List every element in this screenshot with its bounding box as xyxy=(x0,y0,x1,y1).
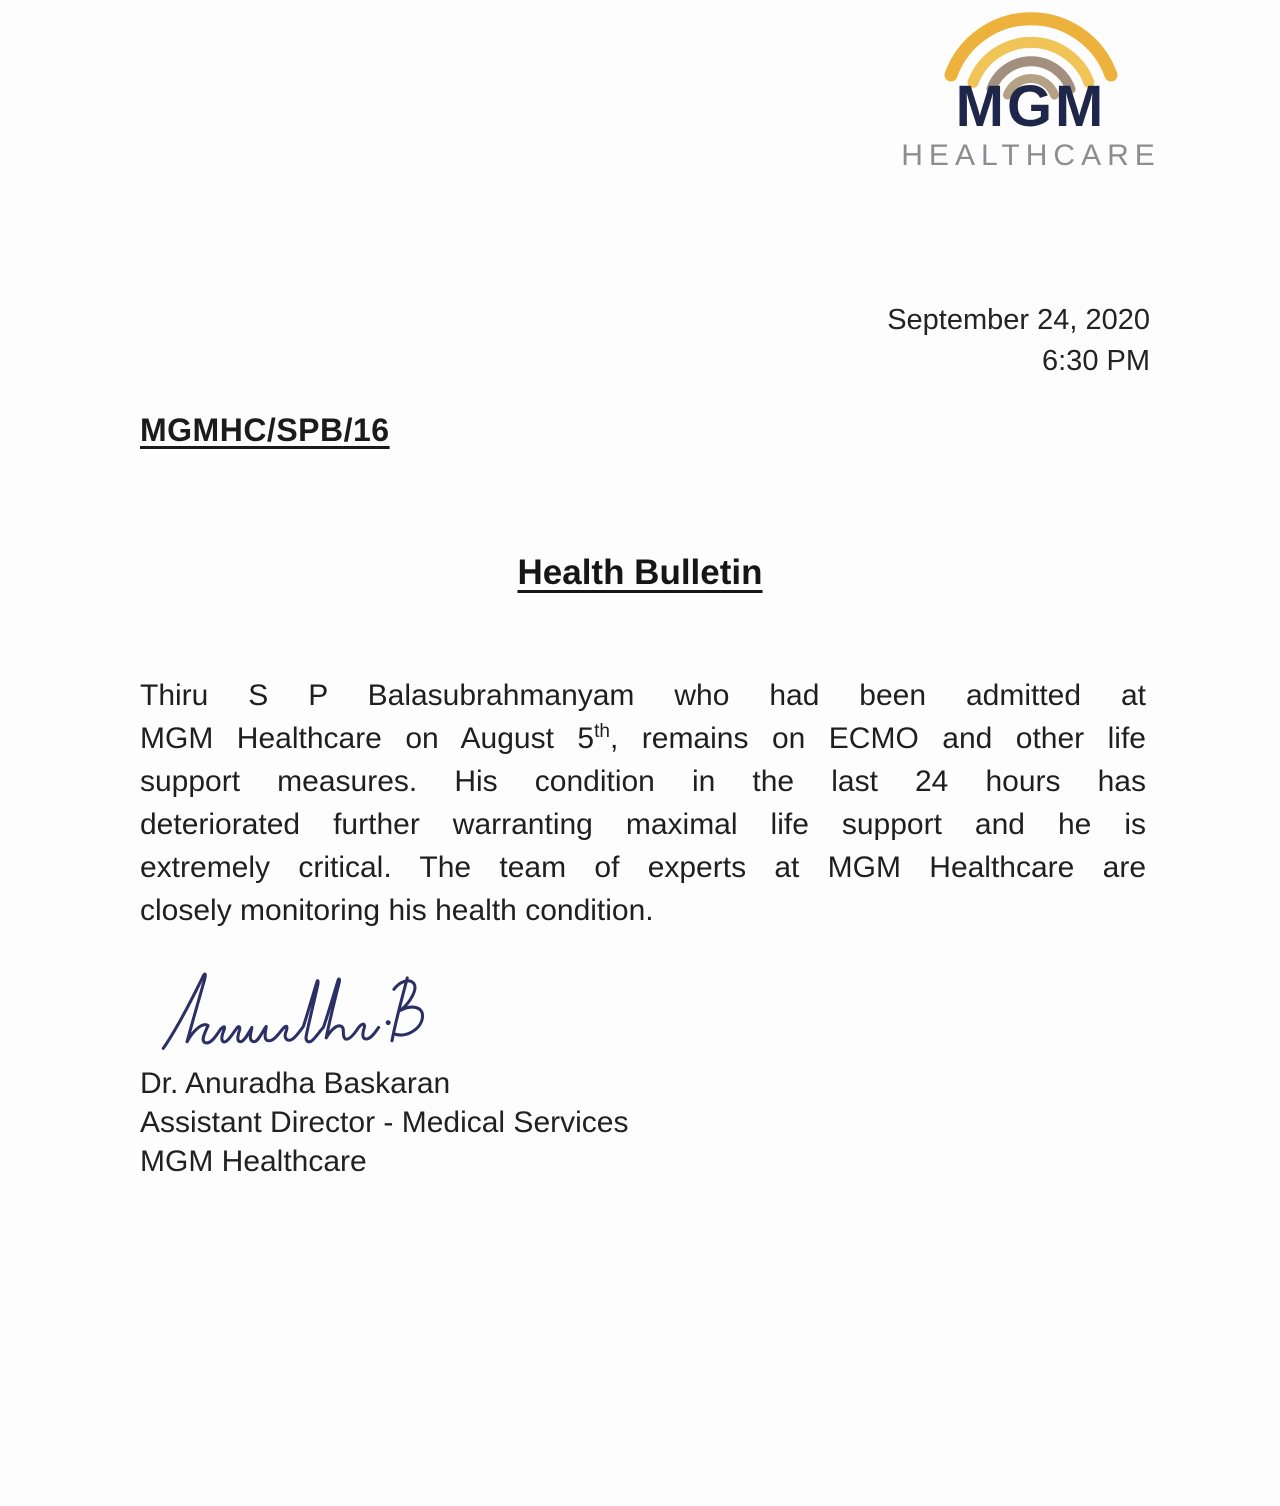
signature-image xyxy=(148,966,453,1066)
body-line: deteriorated further warranting maximal life support and he is xyxy=(140,808,1146,841)
letter-time: 6:30 PM xyxy=(1042,345,1150,377)
logo-subtitle: HEALTHCARE xyxy=(901,139,1161,172)
body-line: closely monitoring his health condition. xyxy=(140,894,654,927)
signoff-name: Dr. Anuradha Baskaran xyxy=(140,1067,451,1100)
page-title: Health Bulletin xyxy=(517,553,763,592)
signoff-block xyxy=(140,1064,628,1181)
ordinal-superscript: th xyxy=(594,721,610,742)
body-line: support measures. His condition in the last 24 hours has xyxy=(140,765,1146,798)
date-block xyxy=(887,300,1150,382)
reference-number: MGMHC/SPB/16 xyxy=(140,412,390,448)
letter-date: September 24, 2020 xyxy=(887,304,1150,336)
logo-wordmark: MGM xyxy=(955,74,1107,139)
mgm-healthcare-logo xyxy=(901,8,1161,172)
signoff-org: MGM Healthcare xyxy=(140,1145,367,1178)
signoff-title: Assistant Director - Medical Services xyxy=(140,1106,629,1139)
body-line: MGM Healthcare on August 5th, remains on ECMO and other life xyxy=(140,721,1146,755)
bulletin-body xyxy=(140,674,1146,932)
body-line: Thiru S P Balasubrahmanyam who had been admitted at xyxy=(140,679,1146,712)
body-line: extremely critical. The team of experts at MGM Healthcare are xyxy=(140,851,1146,884)
